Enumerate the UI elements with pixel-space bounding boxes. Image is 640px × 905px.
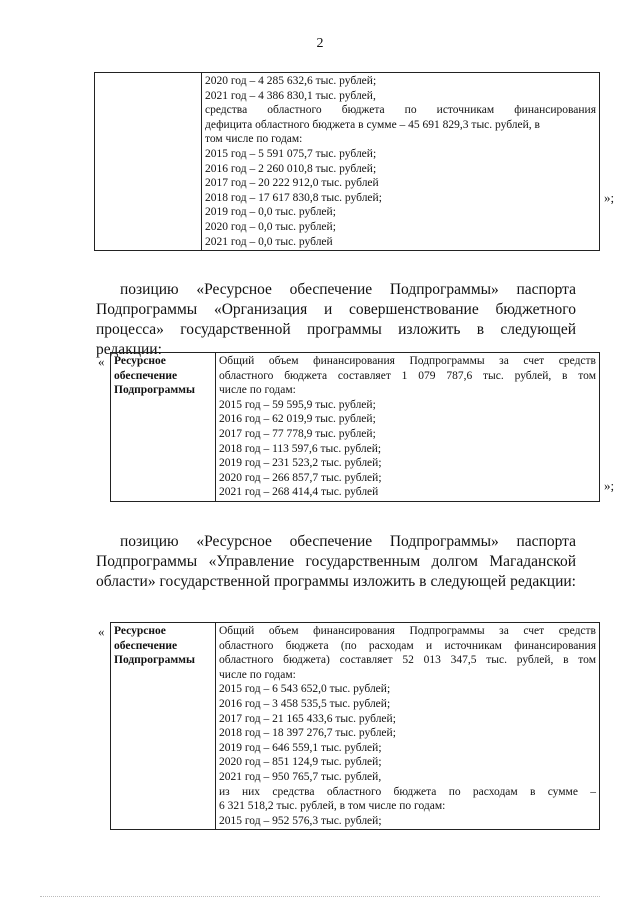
table-content-cell: [202, 73, 600, 251]
text-line: средства областного бюджета по источникам финансирования: [205, 104, 596, 117]
text-line: 2021 год – 950 765,7 тыс. рублей,: [219, 770, 382, 783]
table-content-cell: [216, 623, 600, 830]
text-line: 2016 год – 62 019,9 тыс. рублей;: [219, 413, 376, 426]
paragraph-instruction-2: [96, 532, 576, 592]
text-line: 2018 год – 17 617 830,8 тыс. рублей;: [205, 191, 382, 204]
text-line: 2018 год – 113 597,6 тыс. рублей;: [219, 442, 382, 455]
text-line: 2021 год – 268 414,4 тыс. рублей: [219, 486, 379, 499]
text-line: числе по годам:: [219, 384, 296, 397]
text-line: числе по годам:: [219, 668, 296, 681]
close-quote: »;: [604, 190, 615, 205]
table-content-cell: [216, 353, 600, 502]
text-line: 2018 год – 18 397 276,7 тыс. рублей;: [219, 727, 396, 740]
text-line: 2017 год – 21 165 433,6 тыс. рублей;: [219, 712, 396, 725]
text-line: 2020 год – 0,0 тыс. рублей;: [205, 220, 336, 233]
text-line: из них средства областного бюджета по расходам в сумме –: [219, 785, 596, 798]
text-line: 2020 год – 4 285 632,6 тыс. рублей;: [205, 75, 377, 87]
text-line: дефицита областного бюджета в сумме – 45 691 829,3 тыс. рублей, в: [205, 118, 540, 131]
text-line: Общий объем финансирования Подпрограммы за счет средств: [219, 625, 596, 637]
text-line: 2019 год – 0,0 тыс. рублей;: [205, 206, 336, 219]
text-line: 2015 год – 952 576,3 тыс. рублей;: [219, 814, 382, 827]
paragraph-line: процесса» государственной программы изложить в следующей редакции:: [96, 321, 576, 358]
text-line: 2016 год – 3 458 535,5 тыс. рублей;: [219, 697, 391, 710]
empty-label-cell: [95, 73, 202, 251]
text-line: областного бюджета) составляет 52 013 347,5 тыс. рублей, в том: [219, 654, 596, 667]
close-quote: »;: [604, 478, 615, 493]
table-resource-state-debt: [110, 622, 600, 830]
paragraph-instruction-1: [96, 280, 576, 360]
footer-divider: [40, 896, 600, 897]
paragraph-line: Подпрограммы «Управление государственным долгом Магаданской: [96, 553, 576, 570]
text-line: 2019 год – 646 559,1 тыс. рублей;: [219, 741, 382, 754]
text-line: областного бюджета (по расходам и источникам финансирования: [219, 639, 596, 652]
text-line: 2020 год – 266 857,7 тыс. рублей;: [219, 471, 382, 484]
open-quote: «: [98, 354, 105, 369]
paragraph-line: Подпрограммы «Организация и совершенствование бюджетного: [96, 301, 576, 318]
text-line: том числе по годам:: [205, 133, 303, 146]
table-continuation: [94, 72, 600, 251]
text-line: 2017 год – 77 778,9 тыс. рублей;: [219, 427, 376, 440]
open-quote: «: [98, 624, 105, 639]
text-line: 2015 год – 6 543 652,0 тыс. рублей;: [219, 683, 391, 696]
paragraph-line: позицию «Ресурсное обеспечение Подпрограммы» паспорта: [120, 533, 576, 550]
text-line: 2020 год – 851 124,9 тыс. рублей;: [219, 756, 382, 769]
text-line: 2016 год – 2 260 010,8 тыс. рублей;: [205, 162, 377, 175]
text-line: 2021 год – 0,0 тыс. рублей: [205, 235, 333, 248]
table-label-cell: Ресурсное обеспечение Подпрограммы: [111, 623, 216, 830]
text-line: 6 321 518,2 тыс. рублей, в том числе по годам:: [219, 800, 446, 813]
paragraph-line: позицию «Ресурсное обеспечение Подпрограммы» паспорта: [120, 281, 576, 298]
text-line: 2015 год – 59 595,9 тыс. рублей;: [219, 398, 376, 411]
table-label-cell: Ресурсное обеспечение Подпрограммы: [111, 353, 216, 502]
text-line: областного бюджета составляет 1 079 787,6 тыс. рублей, в том: [219, 369, 596, 382]
text-line: 2015 год – 5 591 075,7 тыс. рублей;: [205, 147, 377, 160]
paragraph-line: области» государственной программы изложить в следующей редакции:: [96, 573, 576, 590]
table-resource-budget-process: [110, 352, 600, 502]
text-line: Общий объем финансирования Подпрограммы за счет средств: [219, 355, 596, 367]
text-line: 2021 год – 4 386 830,1 тыс. рублей,: [205, 89, 376, 102]
text-line: 2017 год – 20 222 912,0 тыс. рублей: [205, 177, 379, 190]
text-line: 2019 год – 231 523,2 тыс. рублей;: [219, 457, 382, 470]
page-number: 2: [316, 36, 324, 51]
